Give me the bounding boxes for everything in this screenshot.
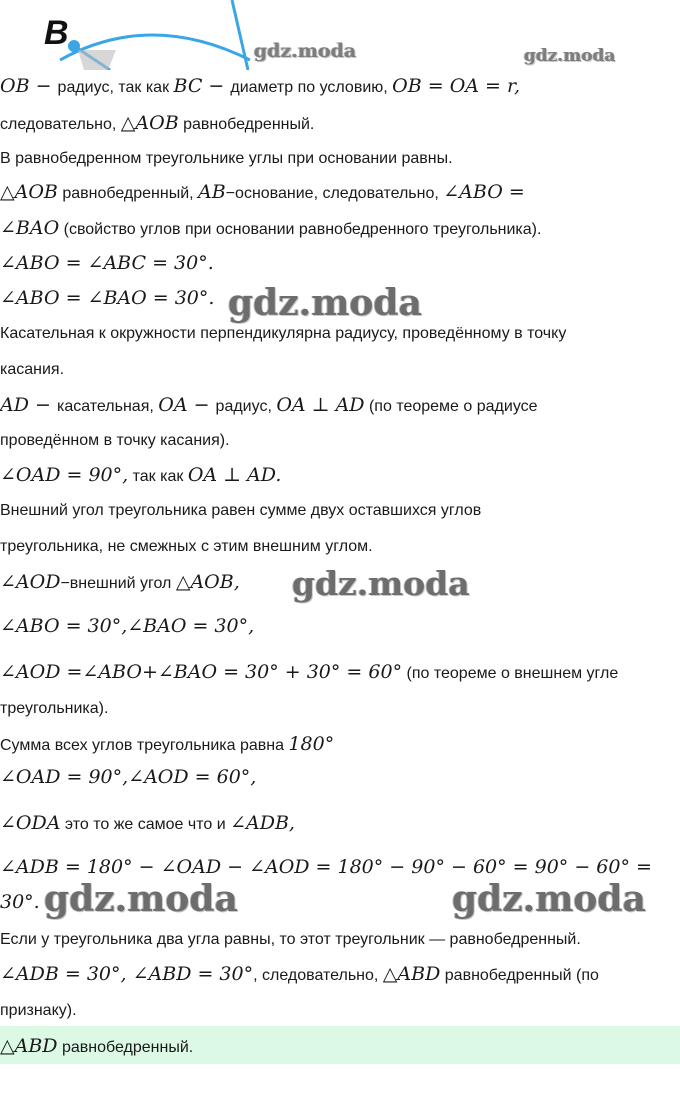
- text-line: AD − касательная, OA − радиус, OA ⊥ AD (по теореме о радиусе: [0, 395, 538, 416]
- text-line: OB − радиус, так как BC − диаметр по условию, OB = OA = r,: [0, 76, 521, 97]
- angle-shade: [78, 50, 116, 70]
- text-line: признаку).: [0, 1002, 77, 1019]
- text-line: ∠BAO (свойство углов при основании равнобедренного треугольника).: [0, 218, 542, 239]
- text-line: ∠ABO = ∠BAO = 30°.: [0, 288, 215, 309]
- text-line: Касательная к окружности перпендикулярна радиусу, проведённому в точку: [0, 325, 567, 342]
- watermark: gdz.moda: [292, 564, 470, 603]
- watermark: gdz.moda: [44, 878, 238, 920]
- watermark: gdz.moda: [228, 282, 422, 324]
- conclusion-line: △ABD равнобедренный.: [0, 1036, 194, 1057]
- point-b: [68, 40, 80, 52]
- text-line: ∠ABO = 30°,∠BAO = 30°,: [0, 616, 255, 637]
- text-line: ∠ODA это то же самое что и ∠ADB,: [0, 813, 295, 834]
- watermark: gdz.moda: [254, 40, 357, 62]
- text-line: ∠OAD = 90°, так как OA ⊥ AD.: [0, 465, 282, 486]
- text-line: проведённом в точку касания).: [0, 432, 230, 449]
- geometry-figure: [0, 0, 260, 70]
- watermark: gdz.moda: [524, 46, 616, 66]
- text-line: Сумма всех углов треугольника равна 180°: [0, 734, 335, 755]
- text-line: ∠ADB = 180° − ∠OAD − ∠AOD = 180° − 90° − 60° = 90° − 60° =: [0, 857, 652, 878]
- text-line: 30°.: [0, 892, 40, 913]
- text-line: Если у треугольника два угла равны, то этот треугольник — равнобедренный.: [0, 931, 581, 948]
- watermark: gdz.moda: [452, 878, 646, 920]
- tangent-line: [232, 0, 248, 70]
- text-line: △AOB равнобедренный, AB−основание, следовательно, ∠ABO =: [0, 182, 525, 203]
- text-line: ∠AOD =∠ABO+∠BAO = 30° + 30° = 60° (по теореме о внешнем угле: [0, 662, 619, 683]
- text-line: треугольника, не смежных с этим внешним углом.: [0, 538, 373, 555]
- text-line: ∠ABO = ∠ABC = 30°.: [0, 253, 214, 274]
- text-line: ∠ADB = 30°, ∠ABD = 30°, следовательно, △ABD равнобедренный (по: [0, 964, 599, 985]
- text-line: В равнобедренном треугольнике углы при основании равны.: [0, 150, 453, 167]
- text-line: Внешний угол треугольника равен сумме двух оставшихся углов: [0, 502, 482, 519]
- text-line: касания.: [0, 361, 65, 378]
- label-b: B: [44, 14, 69, 52]
- text-line: следовательно, △AOB равнобедренный.: [0, 113, 315, 134]
- text-line: ∠AOD−внешний угол △AOB,: [0, 572, 240, 593]
- text-line: ∠OAD = 90°,∠AOD = 60°,: [0, 767, 257, 788]
- text-line: треугольника).: [0, 700, 109, 717]
